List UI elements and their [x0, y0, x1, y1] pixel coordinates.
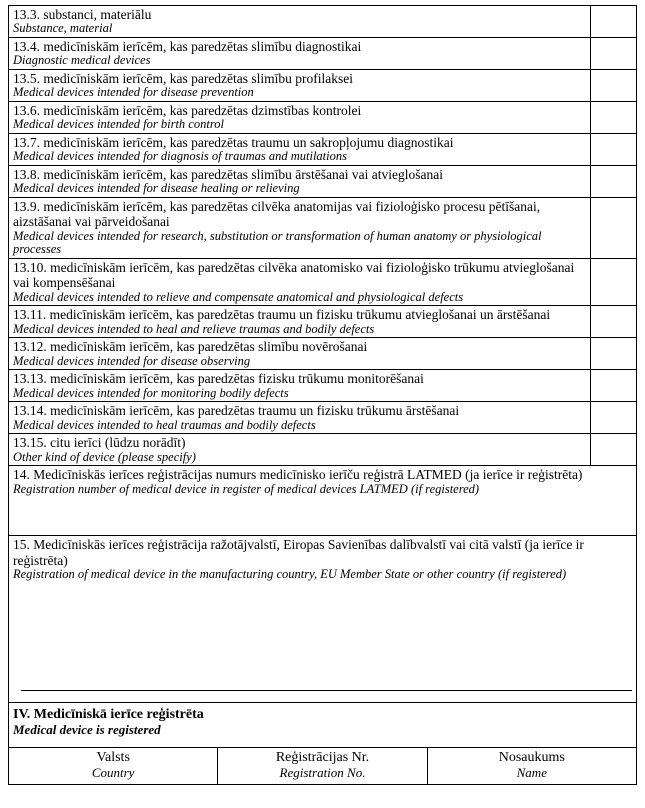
checkbox-cell-13-10[interactable] [590, 259, 636, 305]
row-label-lv: 13.5. medicīniskām ierīcēm, kas paredzētas slimību profilaksei [13, 71, 354, 86]
row-13-10-text [9, 259, 590, 305]
row-14 [9, 466, 636, 536]
row-label-en: Medical devices intended to heal traumas and bodily defects [13, 417, 316, 432]
row-13-14-text [9, 402, 590, 433]
row-13-15 [9, 434, 636, 466]
row-13-13-text [9, 370, 590, 401]
row-13-11-text [9, 306, 590, 337]
column-header-row [9, 748, 636, 784]
row-13-8 [9, 166, 636, 198]
row-label-lv: 13.3. substanci, materiālu [13, 7, 152, 22]
row-label-lv: 13.4. medicīniskām ierīcēm, kas paredzētas slimību diagnostikai [13, 39, 362, 54]
checkbox-cell-13-14[interactable] [590, 402, 636, 433]
row-label-lv: 14. Medicīniskās ierīces reģistrācijas numurs medicīnisko ierīču reģistrā LATMED (ja ierīce ir reģistrēta) [13, 467, 583, 483]
row-label-en: Medical devices intended to relieve and compensate anatomical and physiological defects [13, 289, 464, 304]
row-13-13 [9, 370, 636, 402]
row-label-lv: 15. Medicīniskās ierīces reģistrācija ražotājvalstī, Eiropas Savienības dalībvalstī vai citā valstī (ja ierīce ir reģistrēta) [13, 537, 584, 568]
checkbox-cell-13-11[interactable] [590, 306, 636, 337]
row-label-lv: 13.7. medicīniskām ierīcēm, kas paredzētas traumu un sakropļojumu diagnostikai [13, 135, 454, 150]
fill-in-line[interactable] [21, 690, 632, 691]
row-14-text [9, 466, 636, 535]
row-label-en: Medical devices intended for disease observing [13, 353, 251, 368]
section-title-en: Medical device is registered [13, 722, 161, 738]
row-13-11 [9, 306, 636, 338]
column-label-en: Country [91, 765, 135, 781]
row-13-5 [9, 70, 636, 102]
checkbox-cell-13-4[interactable] [590, 38, 636, 69]
row-label-lv: 13.9. medicīniskām ierīcēm, kas paredzētas cilvēka anatomijas vai fizioloģisko procesu pētīšanai, aizstāšanai vai pārveidošanai [13, 199, 541, 230]
row-label-en: Diagnostic medical devices [13, 53, 151, 68]
row-label-lv: 13.6. medicīniskām ierīcēm, kas paredzētas dzimstības kontrolei [13, 103, 362, 118]
column-label-lv: Nosaukums [498, 750, 565, 766]
row-label-en: Medical devices intended for diagnosis of traumas and mutilations [13, 149, 347, 164]
row-13-6 [9, 102, 636, 134]
column-header-country [9, 748, 217, 784]
row-13-4 [9, 38, 636, 70]
row-13-3-text [9, 6, 590, 37]
row-label-lv: 13.12. medicīniskām ierīcēm, kas paredzētas slimību novērošanai [13, 339, 368, 355]
row-13-10 [9, 259, 636, 306]
row-label-en: Substance, material [13, 21, 113, 36]
row-label-en: Medical devices intended for research, substitution or transformation of human anatomy or physiological processes [13, 228, 542, 257]
row-label-en: Registration of medical device in the manufacturing country, EU Member State or other country (if registered) [13, 566, 567, 581]
row-label-en: Medical devices intended for monitoring bodily defects [13, 385, 289, 400]
row-13-4-text [9, 38, 590, 69]
row-label-lv: 13.14. medicīniskām ierīcēm, kas paredzētas traumu un fizisku trūkumu ārstēšanai [13, 403, 460, 419]
checkbox-cell-13-15[interactable] [590, 434, 636, 465]
column-label-en: Registration No. [279, 765, 366, 781]
section-iv-text [9, 703, 636, 747]
column-header-registration-no [217, 748, 426, 784]
column-label-en: Name [516, 765, 547, 781]
row-label-en: Medical devices intended for disease prevention [13, 85, 254, 100]
row-label-lv: 13.15. citu ierīci (lūdzu norādīt) [13, 435, 186, 451]
section-title-lv: IV. Medicīniskā ierīce reģistrēta [13, 707, 204, 723]
row-13-6-text [9, 102, 590, 133]
row-15 [9, 536, 636, 703]
section-iv-header [9, 703, 636, 748]
row-13-3 [9, 6, 636, 38]
checkbox-cell-13-5[interactable] [590, 70, 636, 101]
row-label-en: Registration number of medical device in register of medical devices LATMED (if registered) [13, 481, 480, 496]
checkbox-cell-13-6[interactable] [590, 102, 636, 133]
row-label-en: Other kind of device (please specify) [13, 449, 196, 464]
row-13-5-text [9, 70, 590, 101]
checkbox-cell-13-8[interactable] [590, 166, 636, 197]
checkbox-cell-13-9[interactable] [590, 198, 636, 258]
row-13-14 [9, 402, 636, 434]
column-header-name [427, 748, 636, 784]
row-label-lv: 13.10. medicīniskām ierīcēm, kas paredzētas cilvēka anatomisko vai fizioloģisko trūkumu atvieglošanai vai kompensēšanai [13, 260, 575, 291]
checkbox-cell-13-13[interactable] [590, 370, 636, 401]
checkbox-cell-13-3[interactable] [590, 6, 636, 37]
row-13-7-text [9, 134, 590, 165]
row-label-lv: 13.11. medicīniskām ierīcēm, kas paredzētas traumu un fizisku trūkumu atvieglošanai un ārstēšanai [13, 307, 551, 323]
row-13-7 [9, 134, 636, 166]
row-13-12 [9, 338, 636, 370]
row-label-en: Medical devices intended for disease healing or relieving [13, 181, 300, 196]
row-15-text [9, 536, 636, 702]
form-table [8, 5, 637, 785]
checkbox-cell-13-12[interactable] [590, 338, 636, 369]
row-13-12-text [9, 338, 590, 369]
row-13-15-text [9, 434, 590, 465]
row-13-9 [9, 198, 636, 259]
row-13-9-text [9, 198, 590, 258]
column-label-lv: Valsts [96, 750, 130, 766]
row-label-lv: 13.8. medicīniskām ierīcēm, kas paredzētas slimību ārstēšanai vai atvieglošanai [13, 167, 443, 182]
row-13-8-text [9, 166, 590, 197]
row-label-en: Medical devices intended to heal and relieve traumas and bodily defects [13, 321, 375, 336]
checkbox-cell-13-7[interactable] [590, 134, 636, 165]
row-label-lv: 13.13. medicīniskām ierīcēm, kas paredzētas fizisku trūkumu monitorēšanai [13, 371, 424, 387]
column-label-lv: Reģistrācijas Nr. [275, 750, 370, 766]
row-label-en: Medical devices intended for birth control [13, 117, 224, 132]
